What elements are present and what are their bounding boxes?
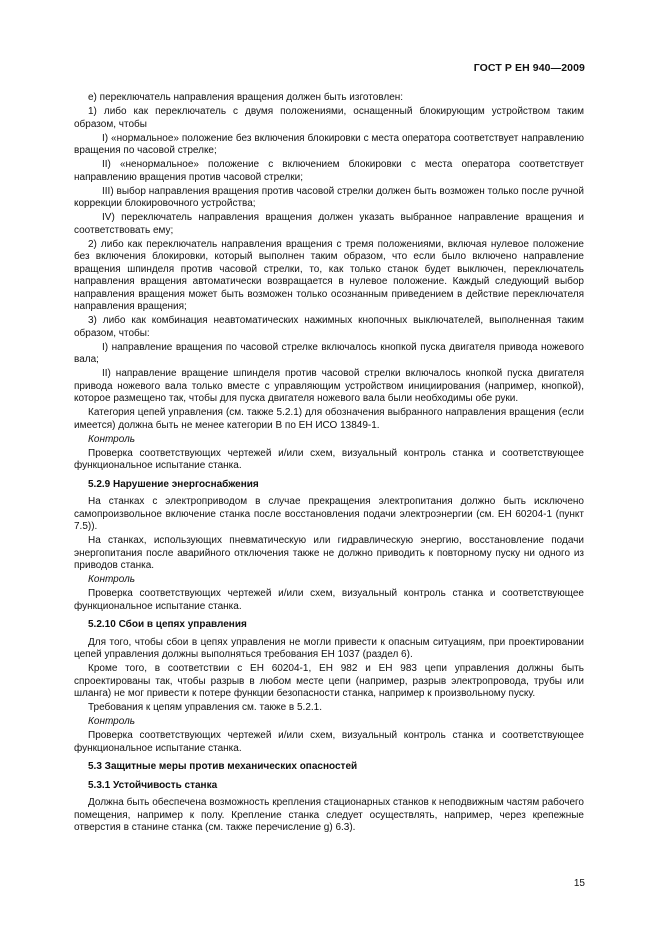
paragraph: Проверка соответствующих чертежей и/или схем, визуальный контроль станка и соответствующее функциональное испытание станка. bbox=[74, 730, 584, 754]
paragraph: Проверка соответствующих чертежей и/или схем, визуальный контроль станка и соответствующее функциональное испытание станка. bbox=[74, 588, 584, 612]
paragraph: I) «нормальное» положение без включения блокировки с места оператора соответствует направлению вращения по часовой стрелке; bbox=[74, 132, 584, 156]
paragraph: II) «ненормальное» положение с включением блокировки с места оператора соответствует направлению вращения против часовой стрелки; bbox=[74, 159, 584, 183]
paragraph: 1) либо как переключатель с двумя положениями, оснащенный блокирующим устройством таким образом, чтобы bbox=[74, 106, 584, 130]
paragraph: Кроме того, в соответствии с ЕН 60204-1, ЕН 982 и ЕН 983 цепи управления должны быть спроектированы так, чтобы разрыв в любом месте цепи (например, разрыв электропровода, трубы или шланга) не мог привести к потере функции безопасности станка, например к произвольному пуску. bbox=[74, 663, 584, 699]
section-heading-5-3: 5.3 Защитные меры против механических опасностей bbox=[88, 761, 358, 772]
paragraph: Должна быть обеспечена возможность крепления стационарных станков к неподвижным частям рабочего помещения, например к полу. Крепление станка следует осуществлять, например, через крепежные отверстия в станине станка (см. также перечисление g) 6.3). bbox=[74, 797, 584, 833]
paragraph: 3) либо как комбинация неавтоматических нажимных кнопочных выключателей, выполненная таким образом, чтобы: bbox=[74, 315, 584, 339]
section-heading-5-2-9: 5.2.9 Нарушение энергоснабжения bbox=[88, 478, 259, 490]
document-body bbox=[74, 92, 584, 836]
control-label: Контроль bbox=[88, 433, 135, 445]
paragraph: II) направление вращение шпинделя против часовой стрелки включалось кнопкой пуска двигателя привода ножевого вала только вместе с управляющим устройством инициирования (например, кнопкой), которое размещено так, чтобы для пуска двигателя ножевого вала были необходимы обе руки. bbox=[74, 368, 584, 404]
paragraph: На станках с электроприводом в случае прекращения электропитания должно быть исключено самопроизвольное включение станка после восстановления подачи электроэнергии (см. ЕН 60204-1 (пункт 7.5)). bbox=[74, 496, 584, 532]
paragraph: Категория цепей управления (см. также 5.2.1) для обозначения выбранного направления вращения (если имеется) должна быть не менее категории В по ЕН ИСО 13849-1. bbox=[74, 407, 584, 431]
document-id-header: ГОСТ Р ЕН 940—2009 bbox=[473, 62, 585, 74]
paragraph: На станках, использующих пневматическую или гидравлическую энергию, восстановление подачи энергопитания после аварийного отключения также не должно приводить к повторному пуску ни одного из приводов станка. bbox=[74, 535, 584, 571]
paragraph: IV) переключатель направления вращения должен указать выбранное направление вращения и соответствовать ему; bbox=[74, 212, 584, 236]
paragraph: I) направление вращения по часовой стрелке включалось кнопкой пуска двигателя привода ножевого вала; bbox=[74, 341, 584, 365]
paragraph: Требования к цепям управления см. также в 5.2.1. bbox=[88, 702, 323, 713]
paragraph: е) переключатель направления вращения должен быть изготовлен: bbox=[88, 92, 404, 103]
paragraph: 2) либо как переключатель направления вращения с тремя положениями, включая нулевое положение без включения блокировки, который выполнен таким образом, что если было включено направление вращения шпинделя против часовой стрелки, то, как только станок будет выключен, переключатель направления вращения автоматически возвращается в нулевое положение. Каждый следующий выбор направления вращения может быть возможен только осознанным приведением в действие переключателя направления вращения; bbox=[74, 238, 584, 312]
control-label: Контроль bbox=[88, 716, 135, 727]
section-heading-5-3-1: 5.3.1 Устойчивость станка bbox=[88, 779, 218, 791]
control-label: Контроль bbox=[88, 574, 135, 585]
section-heading-5-2-10: 5.2.10 Сбои в цепях управления bbox=[88, 619, 247, 630]
paragraph: Для того, чтобы сбои в цепях управления не могли привести к опасным ситуациям, при проектировании цепей управления должны выполняться требования ЕН 1037 (раздел 6). bbox=[74, 636, 584, 660]
paragraph: III) выбор направления вращения против часовой стрелки должен быть возможен только после ручной коррекции блокировочного устройства; bbox=[74, 185, 584, 209]
paragraph: Проверка соответствующих чертежей и/или схем, визуальный контроль станка и соответствующее функциональное испытание станка. bbox=[74, 447, 584, 471]
page-number: 15 bbox=[573, 878, 585, 889]
